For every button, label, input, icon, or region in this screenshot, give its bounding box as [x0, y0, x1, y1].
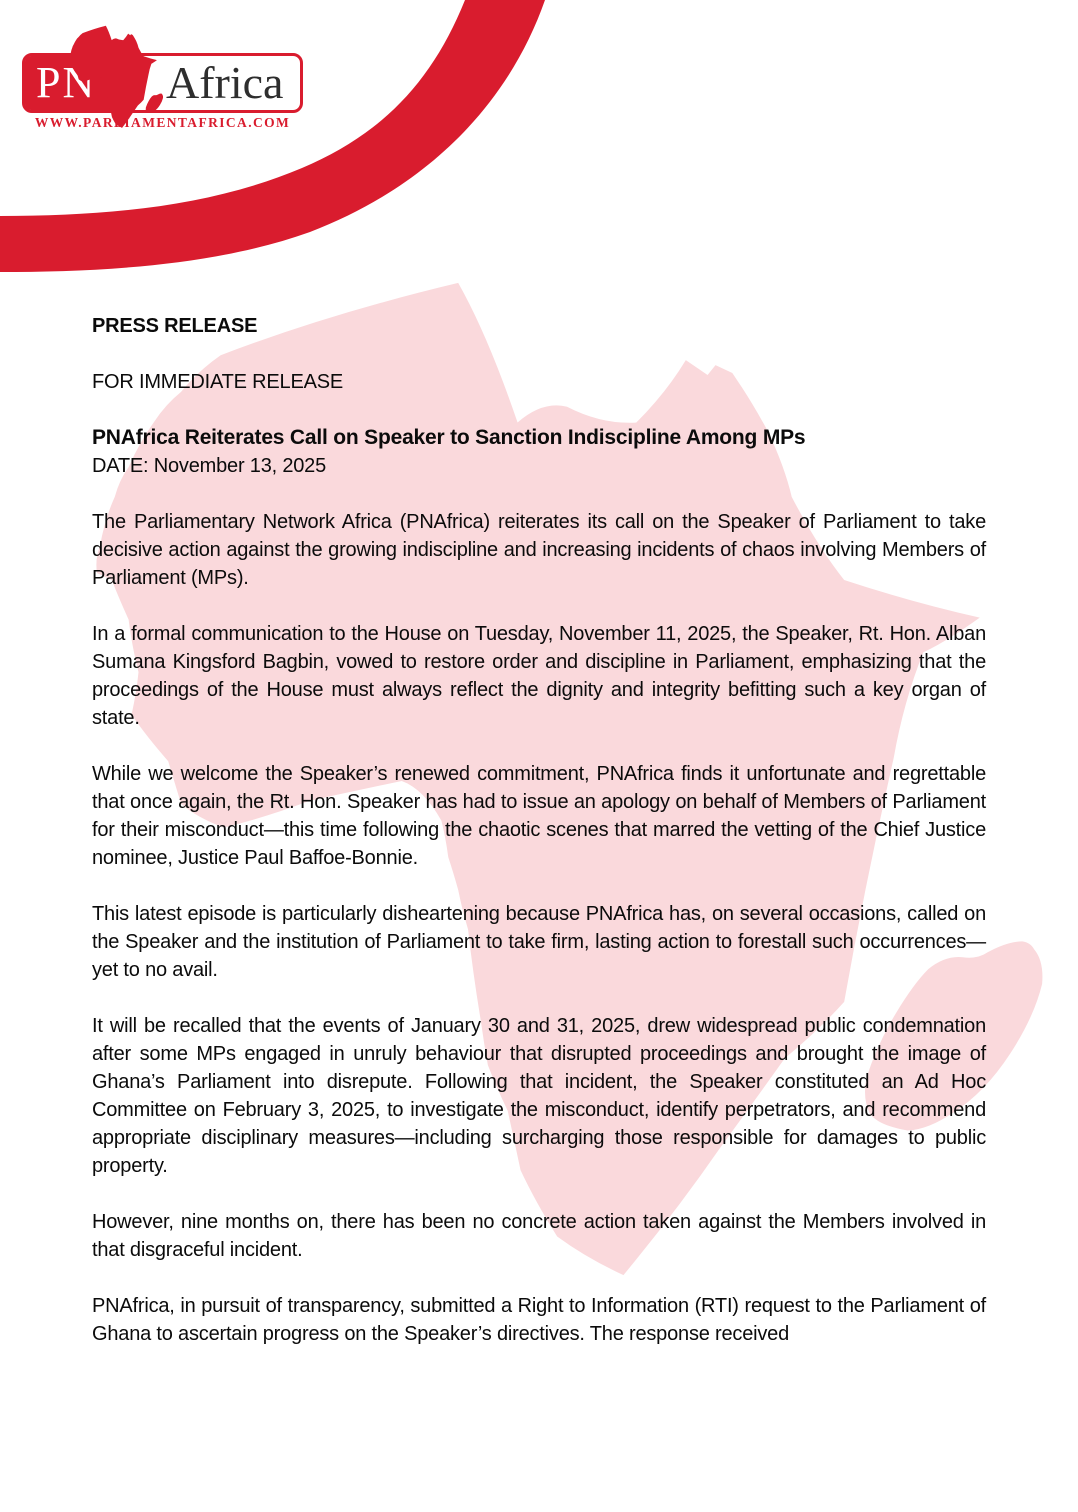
paragraph: The Parliamentary Network Africa (PNAfrica) reiterates its call on the Speaker of Parliament to take decisive action against the growing indiscipline and increasing incidents of chaos involving Members of Parliament (MPs).: [92, 511, 986, 589]
logo-website-url: WWW.PARLIAMENTAFRICA.COM: [34, 115, 291, 130]
date-line: DATE: November 13, 2025: [92, 455, 327, 477]
africa-map-icon: [70, 25, 164, 129]
paragraph: It will be recalled that the events of January 30 and 31, 2025, drew widespread public condemnation after some MPs engaged in unruly behaviour that disrupted proceedings and brought the image of Ghana’s Parliament into disrepute. Following that incident, the Speaker constituted an Ad Hoc Committee on February 3, 2025, to investigate the misconduct, identify perpetrators, and recommend appropriate disciplinary measures—including surcharging those responsible for damages to public property.: [92, 1015, 986, 1177]
logo-africa-wordmark: Africa: [166, 57, 284, 108]
paragraph: This latest episode is particularly disheartening because PNAfrica has, on several occasions, called on the Speaker and the institution of Parliament to take firm, lasting action to forestall such occurrences—yet to no avail.: [92, 903, 986, 981]
release-line: FOR IMMEDIATE RELEASE: [92, 371, 344, 393]
paragraph: In a formal communication to the House on Tuesday, November 11, 2025, the Speaker, Rt. Hon. Alban Sumana Kingsford Bagbin, vowed to restore order and discipline in Parliament, emphasizing that the proceedings of the House must always reflect the dignity and integrity befitting such a key organ of state.: [92, 623, 986, 729]
paragraph: PNAfrica, in pursuit of transparency, submitted a Right to Information (RTI) request to the Parliament of Ghana to ascertain progress on the Speaker’s directives. The response received: [92, 1295, 986, 1345]
paragraph: While we welcome the Speaker’s renewed commitment, PNAfrica finds it unfortunate and regrettable that once again, the Rt. Hon. Speaker has had to issue an apology on behalf of Members of Parliament for their misconduct—this time following the chaotic scenes that marred the vetting of the Chief Justice nominee, Justice Paul Baffoe-Bonnie.: [92, 763, 986, 869]
document-title: PNAfrica Reiterates Call on Speaker to Sanction Indiscipline Among MPs: [92, 426, 806, 449]
press-release-kicker: PRESS RELEASE: [92, 315, 258, 337]
pnafrica-logo: [0, 0, 330, 150]
logo-pn-text: PN: [36, 58, 97, 107]
document-body: [92, 312, 986, 1376]
paragraph: However, nine months on, there has been no concrete action taken against the Members involved in that disgraceful incident.: [92, 1211, 986, 1261]
